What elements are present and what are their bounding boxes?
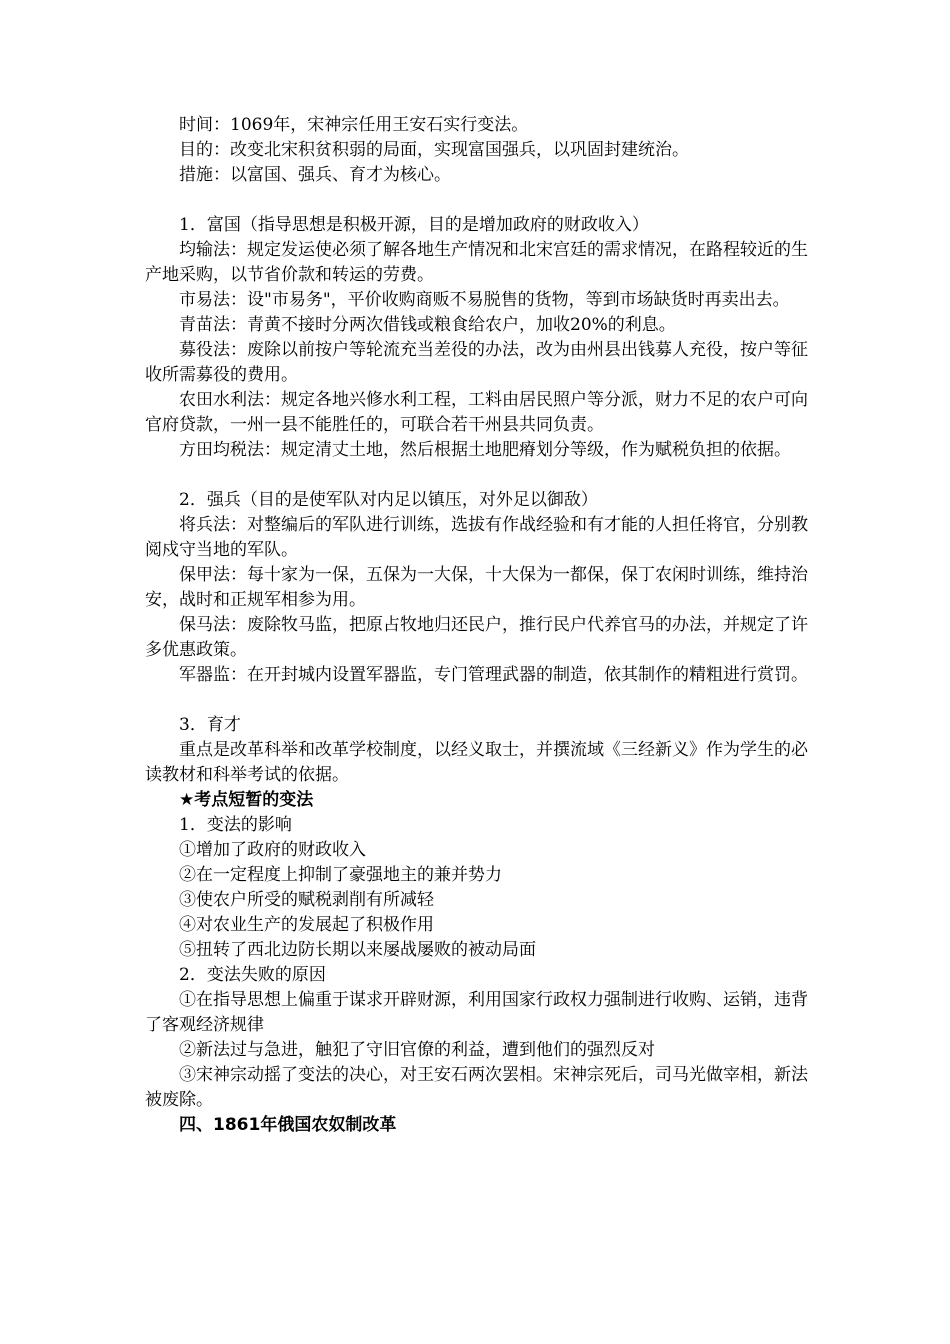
section2-item: 军器监：在开封城内设置军器监，专门管理武器的制造，依其制作的精粗进行赏罚。 xyxy=(179,665,808,685)
section2-item: 将兵法：对整编后的军队进行训练，选拔有作战经验和有才能的人担任将官，分别教阅戍守当地的军队。 xyxy=(145,515,808,560)
impact-item: ①增加了政府的财政收入 xyxy=(179,840,366,860)
failure-title: 2．变法失败的原因 xyxy=(179,965,326,985)
section1-item: 青苗法：青黄不接时分两次借钱或粮食给农户，加收20%的利息。 xyxy=(179,315,676,335)
impact-item: ②在一定程度上抑制了豪强地主的兼并势力 xyxy=(179,865,502,885)
spacer xyxy=(145,188,810,213)
section3-text: 重点是改革科举和改革学校制度，以经义取士，并撰流域《三经新义》作为学生的必读教材和科举考试的依据。 xyxy=(145,740,808,785)
section1-item: 农田水利法：规定各地兴修水利工程，工料由居民照户等分派，财力不足的农户可向官府贷款，一州一县不能胜任的，可联合若干州县共同负责。 xyxy=(145,390,808,435)
section2-item: 保甲法：每十家为一保，五保为一大保，十大保为一都保，保丁农闲时训练，维持治安，战时和正规军相参为用。 xyxy=(145,565,808,610)
section3-title: 3．育才 xyxy=(179,715,241,735)
keypoint-heading: ★考点短暂的变法 xyxy=(179,790,314,810)
section1-title: 1．富国（指导思想是积极开源，目的是增加政府的财政收入） xyxy=(179,215,649,235)
impact-item: ④对农业生产的发展起了积极作用 xyxy=(179,915,434,935)
impact-item: ⑤扭转了西北边防长期以来屡战屡败的被动局面 xyxy=(179,940,536,960)
spacer xyxy=(145,463,810,488)
intro-measures: 措施：以富国、强兵、育才为核心。 xyxy=(179,165,451,185)
section1-item: 募役法：废除以前按户等轮流充当差役的办法，改为由州县出钱募人充役，按户等征收所需募役的费用。 xyxy=(145,340,808,385)
section1-item: 市易法：设"市易务"，平价收购商贩不易脱售的货物，等到市场缺货时再卖出去。 xyxy=(179,290,790,310)
impact-title: 1．变法的影响 xyxy=(179,815,292,835)
spacer xyxy=(145,688,810,713)
section2-title: 2．强兵（目的是使军队对内足以镇压，对外足以御敌） xyxy=(179,490,598,510)
intro-time: 时间：1069年，宋神宗任用王安石实行变法。 xyxy=(179,115,529,135)
intro-purpose: 目的：改变北宋积贫积弱的局面，实现富国强兵，以巩固封建统治。 xyxy=(179,140,689,160)
document-body xyxy=(145,113,810,1138)
section1-item: 均输法：规定发运使必须了解各地生产情况和北宋宫廷的需求情况，在路程较近的生产地采购，以节省价款和转运的劳费。 xyxy=(145,240,808,285)
next-section-heading: 四、1861年俄国农奴制改革 xyxy=(179,1115,397,1135)
failure-item: ②新法过与急进，触犯了守旧官僚的利益，遭到他们的强烈反对 xyxy=(179,1040,655,1060)
section1-item: 方田均税法：规定清丈土地，然后根据土地肥瘠划分等级，作为赋税负担的依据。 xyxy=(179,440,791,460)
failure-item: ③宋神宗动摇了变法的决心，对王安石两次罢相。宋神宗死后，司马光做宰相，新法被废除。 xyxy=(145,1065,808,1110)
impact-item: ③使农户所受的赋税剥削有所减轻 xyxy=(179,890,434,910)
section2-item: 保马法：废除牧马监，把原占牧地归还民户，推行民户代养官马的办法，并规定了许多优惠政策。 xyxy=(145,615,808,660)
failure-item: ①在指导思想上偏重于谋求开辟财源，利用国家行政权力强制进行收购、运销，违背了客观经济规律 xyxy=(145,990,808,1035)
